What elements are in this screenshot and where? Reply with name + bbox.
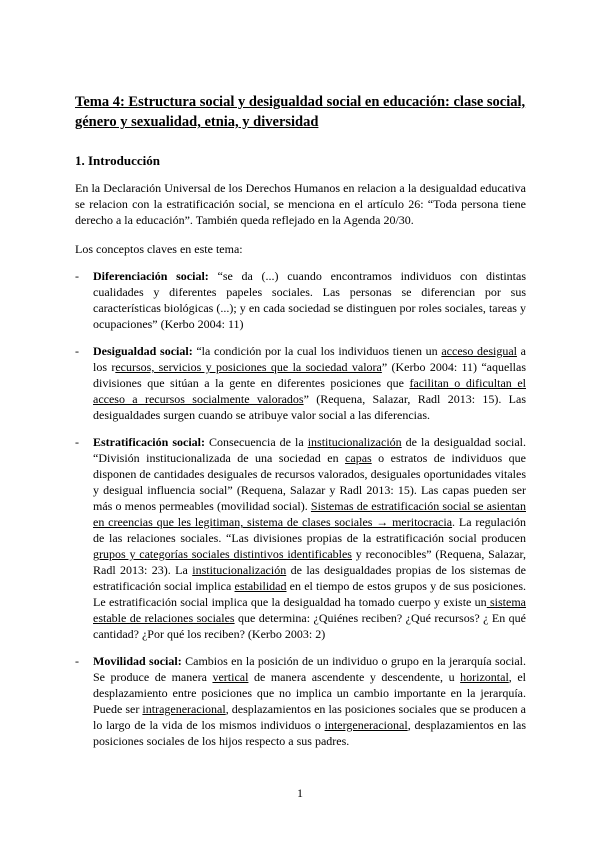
- document-page: [75, 92, 526, 749]
- text: y reconocibles” (Requena, Salazar, Radl 2013: 23). La: [93, 547, 526, 577]
- text: . La regulación de las relaciones sociales. “Las divisiones propias de la estratificación social producen: [93, 515, 526, 545]
- text: a los r: [93, 344, 526, 374]
- text: , desplazamientos en las posiciones sociales que se producen a lo largo de la vida de los mismos individuos o: [93, 702, 526, 732]
- text: Consecuencia de la: [205, 435, 308, 449]
- text: que determina: ¿Quiénes reciben? ¿Qué recursos? ¿ En qué cantidad? ¿Por qué los reciben? (Kerbo 2003: 2): [93, 611, 527, 641]
- underlined-text: vertical: [212, 670, 249, 684]
- text: de manera ascendente y descendente, u: [248, 670, 461, 684]
- underlined-text: facilitan o dificultan el acceso a recursos socialmente valorados: [93, 376, 526, 406]
- bullet-dash: -: [75, 654, 79, 668]
- text: de la desigualdad social. “División institucionalizada de una sociedad en: [93, 435, 527, 465]
- page-number: 1: [297, 786, 303, 800]
- underlined-text: acceso desigual: [441, 344, 517, 358]
- text: , el desplazamiento entre posiciones que no implica un cambio importante en la jerarquía. Puede ser: [93, 670, 526, 716]
- list-item-desigualdad: [75, 343, 526, 423]
- list-item-movilidad: [75, 653, 526, 749]
- underlined-text: institucionalización: [192, 563, 287, 577]
- text: “se da (...) cuando encontramos individuos con distintas cualidades y diferentes papeles sociales. Las personas se diferencian por sus características biológicas (...); y en cada sociedad se distinguen por roles sociales, tareas y ocupaciones” (Kerbo 2004: 11): [93, 269, 526, 331]
- bullet-dash: -: [75, 269, 79, 283]
- section-heading-introduccion: 1. Introducción: [75, 153, 160, 168]
- underlined-text: intrageneracional: [142, 702, 226, 716]
- bullet-dash: -: [75, 435, 79, 449]
- document-title: Tema 4: Estructura social y desigualdad social en educación: clase social, género y sexualidad, etnia, y diversidad: [75, 94, 526, 130]
- text: , desplazamientos en las posiciones sociales de los hijos respecto a sus padres.: [93, 718, 527, 748]
- text: ” (Requena, Salazar, Radl 2013: 15). Las desigualdades surgen cuando se atribuye valor social a las diferencias.: [93, 392, 527, 422]
- intro-paragraph: En la Declaración Universal de los Derechos Humanos en relacion a la desigualdad educativa se relacion con la estratificación social, se menciona en el artículo 26: “Toda persona tiene derecho a la educación”. También queda reflejado en la Agenda 20/30.: [75, 181, 526, 227]
- underlined-text: institucionalización: [307, 435, 402, 449]
- text: o estratos de individuos que disponen de cantidades desiguales de recursos valorados, desiguales oportunidades vitales y desigual influencia social” (Requena, Salazar y Radl 2013: 15). Las capas pueden ser más o menos permeables (movilidad social).: [93, 451, 526, 513]
- concepts-list: [75, 268, 526, 749]
- concepts-intro: Los conceptos claves en este tema:: [75, 242, 243, 256]
- text: en el tiempo de estos grupos y de sus posiciones. Le estratificación social implica que la desigualdad ha tomado cuerpo y existe un: [93, 579, 526, 609]
- underlined-text: capas: [345, 451, 372, 465]
- text: Cambios en la posición de un individuo o grupo en la jerarquía social. Se produce de manera: [93, 654, 526, 684]
- list-item-diferenciacion: [75, 268, 526, 332]
- underlined-text: Sistemas de estratificación social se asientan en creencias que les legitiman, sistema de clases sociales → meritocracia: [93, 499, 526, 529]
- underlined-text: intergeneracional: [324, 718, 408, 732]
- list-item-estratificacion: [75, 434, 526, 642]
- underlined-text: estabilidad: [234, 579, 287, 593]
- underlined-text: ecursos, servicios y posiciones que la sociedad valora: [115, 360, 382, 374]
- text: ” (Kerbo 2004: 11) “aquellas divisiones que sitúan a la gente en diferentes posiciones que: [93, 360, 526, 390]
- underlined-text: grupos y categorías sociales distintivos identificables: [93, 547, 352, 561]
- term: Estratificación social:: [93, 435, 205, 449]
- underlined-text: horizontal: [460, 670, 509, 684]
- term: Diferenciación social:: [93, 269, 209, 283]
- text: “la condición por la cual los individuos tienen un: [192, 344, 442, 358]
- text: de las desigualdades propias de los sistemas de estratificación social implica: [93, 563, 526, 593]
- underlined-text: sistema estable de relaciones sociales: [93, 595, 527, 625]
- term: Desigualdad social:: [93, 344, 193, 358]
- bullet-dash: -: [75, 344, 79, 358]
- term: Movilidad social:: [93, 654, 182, 668]
